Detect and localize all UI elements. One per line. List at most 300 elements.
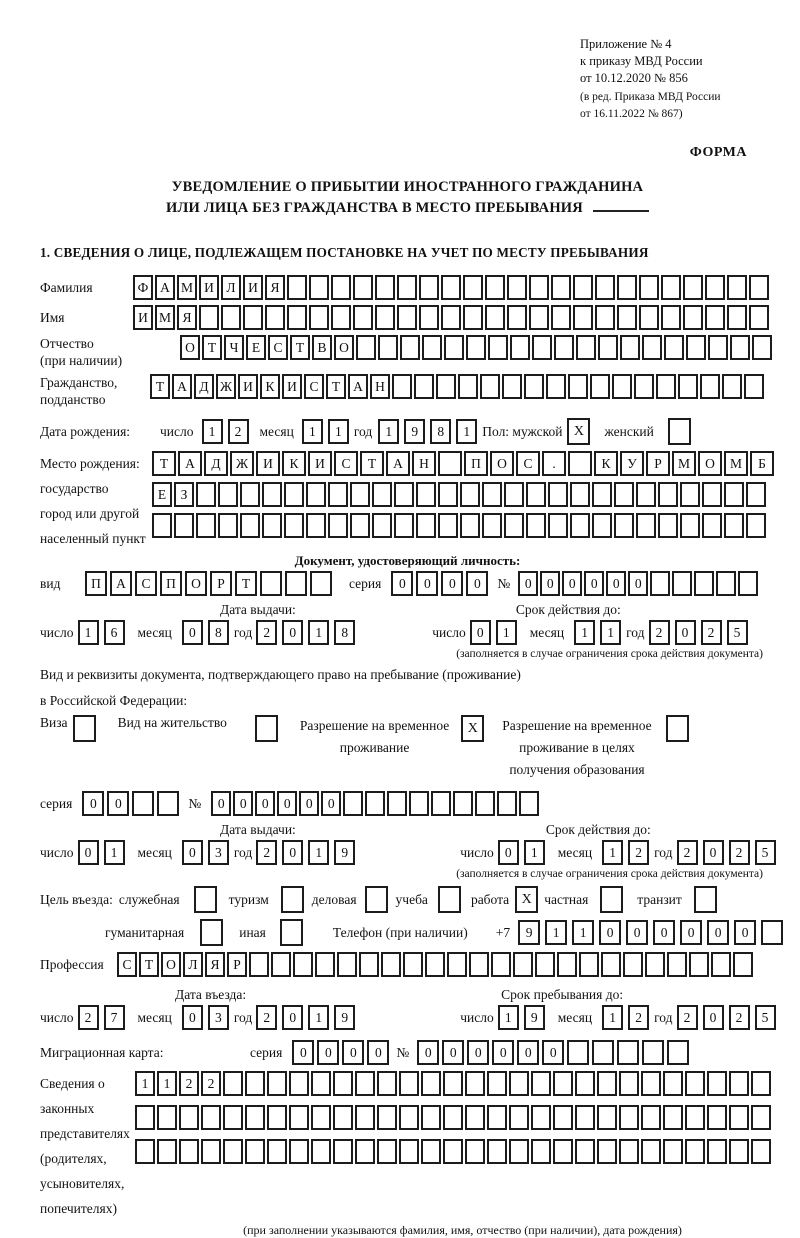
char-cell[interactable]: У	[620, 451, 644, 476]
char-cell[interactable]	[284, 482, 304, 507]
char-cell[interactable]: О	[698, 451, 722, 476]
char-cell[interactable]: Р	[646, 451, 670, 476]
char-cell[interactable]	[221, 305, 241, 330]
char-cell[interactable]: Т	[360, 451, 384, 476]
char-cell[interactable]	[573, 305, 593, 330]
char-cell[interactable]	[531, 1139, 551, 1164]
char-cell[interactable]	[196, 513, 216, 538]
char-cell[interactable]	[548, 482, 568, 507]
char-cell[interactable]	[465, 1105, 485, 1130]
char-cell[interactable]: 0	[441, 571, 463, 596]
char-cell[interactable]	[639, 275, 659, 300]
char-cell[interactable]	[751, 1071, 771, 1096]
char-cell[interactable]	[730, 335, 750, 360]
char-cell[interactable]	[680, 513, 700, 538]
char-cell[interactable]: 2	[256, 1005, 277, 1030]
char-cell[interactable]	[507, 305, 527, 330]
char-cell[interactable]	[289, 1071, 309, 1096]
char-cell[interactable]	[685, 1071, 705, 1096]
char-cell[interactable]: Е	[152, 482, 172, 507]
char-cell[interactable]	[707, 1139, 727, 1164]
char-cell[interactable]: 2	[201, 1071, 221, 1096]
char-cell[interactable]	[645, 952, 665, 977]
char-cell[interactable]	[199, 305, 219, 330]
char-cell[interactable]	[614, 482, 634, 507]
char-cell[interactable]: Т	[290, 335, 310, 360]
char-cell[interactable]	[421, 1071, 441, 1096]
char-cell[interactable]	[350, 482, 370, 507]
char-cell[interactable]	[355, 1105, 375, 1130]
char-cell[interactable]	[702, 482, 722, 507]
char-cell[interactable]	[597, 1071, 617, 1096]
char-cell[interactable]	[749, 275, 769, 300]
char-cell[interactable]	[683, 305, 703, 330]
char-cell[interactable]	[309, 305, 329, 330]
char-cell[interactable]: Н	[370, 374, 390, 399]
char-cell[interactable]	[135, 1105, 155, 1130]
char-cell[interactable]: И	[243, 275, 263, 300]
char-cell[interactable]	[267, 1139, 287, 1164]
char-cell[interactable]: 2	[78, 1005, 99, 1030]
char-cell[interactable]	[619, 1071, 639, 1096]
char-cell[interactable]	[724, 513, 744, 538]
char-cell[interactable]: 1	[302, 419, 323, 444]
char-cell[interactable]	[658, 482, 678, 507]
char-cell[interactable]: 1	[308, 840, 329, 865]
char-cell[interactable]	[619, 1105, 639, 1130]
char-cell[interactable]	[641, 1139, 661, 1164]
char-cell[interactable]	[355, 1071, 375, 1096]
char-cell[interactable]: 7	[104, 1005, 125, 1030]
purpose-humanitarian-checkbox[interactable]	[200, 919, 223, 946]
char-cell[interactable]	[746, 513, 766, 538]
char-cell[interactable]	[375, 275, 395, 300]
char-cell[interactable]: О	[180, 335, 200, 360]
char-cell[interactable]	[431, 791, 451, 816]
char-cell[interactable]: 8	[430, 419, 451, 444]
char-cell[interactable]	[663, 1139, 683, 1164]
char-cell[interactable]	[157, 1105, 177, 1130]
char-cell[interactable]: 0	[417, 1040, 439, 1065]
char-cell[interactable]: А	[110, 571, 132, 596]
char-cell[interactable]	[636, 513, 656, 538]
char-cell[interactable]	[744, 374, 764, 399]
char-cell[interactable]: Ж	[216, 374, 236, 399]
char-cell[interactable]: 1	[157, 1071, 177, 1096]
char-cell[interactable]	[700, 374, 720, 399]
char-cell[interactable]: 0	[182, 840, 203, 865]
char-cell[interactable]	[526, 482, 546, 507]
char-cell[interactable]	[642, 335, 662, 360]
char-cell[interactable]	[752, 335, 772, 360]
char-cell[interactable]: 0	[470, 620, 491, 645]
char-cell[interactable]	[727, 275, 747, 300]
char-cell[interactable]: 0	[321, 791, 341, 816]
char-cell[interactable]	[265, 305, 285, 330]
char-cell[interactable]	[310, 571, 332, 596]
char-cell[interactable]: 2	[628, 840, 649, 865]
char-cell[interactable]	[443, 1139, 463, 1164]
char-cell[interactable]	[425, 952, 445, 977]
char-cell[interactable]	[570, 513, 590, 538]
char-cell[interactable]	[738, 571, 758, 596]
char-cell[interactable]: 5	[755, 1005, 776, 1030]
char-cell[interactable]	[491, 952, 511, 977]
char-cell[interactable]	[260, 571, 282, 596]
char-cell[interactable]	[590, 374, 610, 399]
char-cell[interactable]: 5	[727, 620, 748, 645]
char-cell[interactable]	[497, 791, 517, 816]
char-cell[interactable]: Л	[221, 275, 241, 300]
char-cell[interactable]: С	[516, 451, 540, 476]
char-cell[interactable]	[557, 952, 577, 977]
char-cell[interactable]: Е	[246, 335, 266, 360]
char-cell[interactable]	[529, 275, 549, 300]
char-cell[interactable]	[595, 305, 615, 330]
char-cell[interactable]	[507, 275, 527, 300]
char-cell[interactable]: 0	[299, 791, 319, 816]
char-cell[interactable]	[356, 335, 376, 360]
char-cell[interactable]	[485, 275, 505, 300]
char-cell[interactable]	[333, 1139, 353, 1164]
char-cell[interactable]: 1	[378, 419, 399, 444]
char-cell[interactable]	[672, 571, 692, 596]
char-cell[interactable]	[535, 952, 555, 977]
char-cell[interactable]	[567, 1040, 589, 1065]
char-cell[interactable]	[465, 1071, 485, 1096]
char-cell[interactable]: К	[594, 451, 618, 476]
char-cell[interactable]: 0	[626, 920, 648, 945]
char-cell[interactable]: Р	[227, 952, 247, 977]
char-cell[interactable]	[531, 1105, 551, 1130]
char-cell[interactable]	[441, 305, 461, 330]
char-cell[interactable]	[422, 335, 442, 360]
char-cell[interactable]	[293, 952, 313, 977]
char-cell[interactable]	[475, 791, 495, 816]
char-cell[interactable]	[387, 791, 407, 816]
char-cell[interactable]: К	[260, 374, 280, 399]
char-cell[interactable]	[240, 513, 260, 538]
char-cell[interactable]	[733, 952, 753, 977]
char-cell[interactable]	[663, 1105, 683, 1130]
char-cell[interactable]	[617, 275, 637, 300]
char-cell[interactable]: 2	[256, 840, 277, 865]
char-cell[interactable]: Т	[152, 451, 176, 476]
char-cell[interactable]: .	[542, 451, 566, 476]
char-cell[interactable]: 1	[524, 840, 545, 865]
char-cell[interactable]	[249, 952, 269, 977]
char-cell[interactable]	[201, 1105, 221, 1130]
char-cell[interactable]	[509, 1105, 529, 1130]
char-cell[interactable]	[553, 1071, 573, 1096]
char-cell[interactable]	[502, 374, 522, 399]
char-cell[interactable]: Ж	[230, 451, 254, 476]
char-cell[interactable]: Р	[210, 571, 232, 596]
char-cell[interactable]	[271, 952, 291, 977]
char-cell[interactable]: 2	[628, 1005, 649, 1030]
char-cell[interactable]: О	[334, 335, 354, 360]
char-cell[interactable]	[289, 1139, 309, 1164]
char-cell[interactable]: 5	[755, 840, 776, 865]
char-cell[interactable]: В	[312, 335, 332, 360]
char-cell[interactable]	[377, 1071, 397, 1096]
char-cell[interactable]	[729, 1071, 749, 1096]
char-cell[interactable]	[664, 335, 684, 360]
char-cell[interactable]	[331, 305, 351, 330]
char-cell[interactable]	[381, 952, 401, 977]
char-cell[interactable]	[663, 1071, 683, 1096]
char-cell[interactable]	[447, 952, 467, 977]
char-cell[interactable]: И	[133, 305, 153, 330]
char-cell[interactable]	[509, 1071, 529, 1096]
char-cell[interactable]	[333, 1105, 353, 1130]
char-cell[interactable]	[453, 791, 473, 816]
char-cell[interactable]	[377, 1139, 397, 1164]
residence-permit-checkbox[interactable]	[255, 715, 278, 742]
char-cell[interactable]	[592, 1040, 614, 1065]
char-cell[interactable]	[568, 374, 588, 399]
purpose-tourism-checkbox[interactable]	[281, 886, 304, 913]
char-cell[interactable]: 3	[208, 1005, 229, 1030]
char-cell[interactable]	[711, 952, 731, 977]
char-cell[interactable]	[218, 513, 238, 538]
char-cell[interactable]	[469, 952, 489, 977]
char-cell[interactable]	[751, 1139, 771, 1164]
char-cell[interactable]	[592, 482, 612, 507]
char-cell[interactable]	[337, 952, 357, 977]
char-cell[interactable]	[311, 1105, 331, 1130]
char-cell[interactable]: Т	[139, 952, 159, 977]
purpose-study-checkbox[interactable]	[438, 886, 461, 913]
char-cell[interactable]	[526, 513, 546, 538]
char-cell[interactable]: 8	[334, 620, 355, 645]
char-cell[interactable]: 2	[729, 840, 750, 865]
char-cell[interactable]: 2	[256, 620, 277, 645]
char-cell[interactable]: 0	[606, 571, 626, 596]
char-cell[interactable]: Л	[183, 952, 203, 977]
char-cell[interactable]: 1	[104, 840, 125, 865]
char-cell[interactable]	[243, 305, 263, 330]
char-cell[interactable]: 0	[107, 791, 129, 816]
char-cell[interactable]	[614, 513, 634, 538]
char-cell[interactable]	[551, 305, 571, 330]
purpose-private-checkbox[interactable]	[600, 886, 623, 913]
char-cell[interactable]: 2	[677, 1005, 698, 1030]
char-cell[interactable]	[416, 482, 436, 507]
char-cell[interactable]: С	[268, 335, 288, 360]
char-cell[interactable]	[245, 1105, 265, 1130]
char-cell[interactable]	[441, 275, 461, 300]
char-cell[interactable]: 2	[228, 419, 249, 444]
char-cell[interactable]	[553, 1105, 573, 1130]
char-cell[interactable]: Я	[205, 952, 225, 977]
char-cell[interactable]	[510, 335, 530, 360]
char-cell[interactable]: Я	[265, 275, 285, 300]
char-cell[interactable]: 2	[701, 620, 722, 645]
char-cell[interactable]	[466, 335, 486, 360]
purpose-official-checkbox[interactable]	[194, 886, 217, 913]
char-cell[interactable]: С	[334, 451, 358, 476]
char-cell[interactable]	[262, 482, 282, 507]
char-cell[interactable]: 0	[391, 571, 413, 596]
char-cell[interactable]: 0	[466, 571, 488, 596]
char-cell[interactable]	[218, 482, 238, 507]
char-cell[interactable]	[694, 571, 714, 596]
char-cell[interactable]	[570, 482, 590, 507]
char-cell[interactable]	[576, 335, 596, 360]
char-cell[interactable]	[157, 1139, 177, 1164]
sex-female-checkbox[interactable]	[668, 418, 691, 445]
char-cell[interactable]: Я	[177, 305, 197, 330]
char-cell[interactable]	[579, 952, 599, 977]
char-cell[interactable]	[267, 1071, 287, 1096]
char-cell[interactable]	[524, 374, 544, 399]
char-cell[interactable]	[519, 791, 539, 816]
char-cell[interactable]	[639, 305, 659, 330]
char-cell[interactable]	[444, 335, 464, 360]
char-cell[interactable]	[438, 513, 458, 538]
char-cell[interactable]: 0	[282, 1005, 303, 1030]
char-cell[interactable]: М	[177, 275, 197, 300]
char-cell[interactable]	[306, 513, 326, 538]
char-cell[interactable]: 1	[328, 419, 349, 444]
char-cell[interactable]: 0	[82, 791, 104, 816]
char-cell[interactable]: 1	[308, 620, 329, 645]
char-cell[interactable]	[262, 513, 282, 538]
char-cell[interactable]	[746, 482, 766, 507]
char-cell[interactable]	[436, 374, 456, 399]
char-cell[interactable]: М	[672, 451, 696, 476]
char-cell[interactable]: Д	[194, 374, 214, 399]
char-cell[interactable]: 0	[584, 571, 604, 596]
char-cell[interactable]	[306, 482, 326, 507]
char-cell[interactable]	[311, 1139, 331, 1164]
char-cell[interactable]	[568, 451, 592, 476]
char-cell[interactable]: И	[238, 374, 258, 399]
char-cell[interactable]	[551, 275, 571, 300]
char-cell[interactable]	[488, 335, 508, 360]
char-cell[interactable]: 0	[703, 840, 724, 865]
char-cell[interactable]	[658, 513, 678, 538]
char-cell[interactable]	[641, 1071, 661, 1096]
char-cell[interactable]: И	[308, 451, 332, 476]
char-cell[interactable]	[636, 482, 656, 507]
char-cell[interactable]	[245, 1071, 265, 1096]
char-cell[interactable]	[157, 791, 179, 816]
char-cell[interactable]: 9	[334, 1005, 355, 1030]
char-cell[interactable]: 0	[467, 1040, 489, 1065]
char-cell[interactable]	[656, 374, 676, 399]
char-cell[interactable]: 0	[518, 571, 538, 596]
char-cell[interactable]	[751, 1105, 771, 1130]
char-cell[interactable]	[573, 275, 593, 300]
char-cell[interactable]	[617, 1040, 639, 1065]
char-cell[interactable]	[353, 305, 373, 330]
char-cell[interactable]	[223, 1071, 243, 1096]
sex-male-checkbox[interactable]: X	[567, 418, 590, 445]
purpose-other-checkbox[interactable]	[280, 919, 303, 946]
char-cell[interactable]	[196, 482, 216, 507]
char-cell[interactable]	[438, 451, 462, 476]
char-cell[interactable]	[315, 952, 335, 977]
char-cell[interactable]: 0	[680, 920, 702, 945]
char-cell[interactable]: И	[282, 374, 302, 399]
char-cell[interactable]: 1	[496, 620, 517, 645]
char-cell[interactable]	[729, 1139, 749, 1164]
char-cell[interactable]: 1	[498, 1005, 519, 1030]
char-cell[interactable]: 0	[653, 920, 675, 945]
char-cell[interactable]	[546, 374, 566, 399]
char-cell[interactable]	[716, 571, 736, 596]
char-cell[interactable]: 1	[545, 920, 567, 945]
char-cell[interactable]	[532, 335, 552, 360]
char-cell[interactable]	[372, 482, 392, 507]
char-cell[interactable]: 0	[342, 1040, 364, 1065]
char-cell[interactable]: Н	[412, 451, 436, 476]
char-cell[interactable]	[421, 1105, 441, 1130]
char-cell[interactable]	[375, 305, 395, 330]
char-cell[interactable]	[328, 513, 348, 538]
purpose-transit-checkbox[interactable]	[694, 886, 717, 913]
char-cell[interactable]	[707, 1105, 727, 1130]
char-cell[interactable]	[689, 952, 709, 977]
char-cell[interactable]: 9	[524, 1005, 545, 1030]
char-cell[interactable]	[378, 335, 398, 360]
char-cell[interactable]	[179, 1139, 199, 1164]
char-cell[interactable]	[463, 275, 483, 300]
char-cell[interactable]	[667, 1040, 689, 1065]
char-cell[interactable]: И	[199, 275, 219, 300]
char-cell[interactable]	[761, 920, 783, 945]
char-cell[interactable]	[553, 1139, 573, 1164]
char-cell[interactable]: 0	[277, 791, 297, 816]
char-cell[interactable]: 1	[135, 1071, 155, 1096]
char-cell[interactable]: М	[724, 451, 748, 476]
char-cell[interactable]	[592, 513, 612, 538]
char-cell[interactable]	[724, 482, 744, 507]
char-cell[interactable]	[554, 335, 574, 360]
char-cell[interactable]	[309, 275, 329, 300]
char-cell[interactable]	[419, 275, 439, 300]
char-cell[interactable]: 0	[517, 1040, 539, 1065]
char-cell[interactable]: 0	[707, 920, 729, 945]
char-cell[interactable]	[421, 1139, 441, 1164]
char-cell[interactable]	[597, 1139, 617, 1164]
char-cell[interactable]	[504, 482, 524, 507]
char-cell[interactable]: 2	[677, 840, 698, 865]
char-cell[interactable]	[365, 791, 385, 816]
char-cell[interactable]	[575, 1071, 595, 1096]
char-cell[interactable]	[377, 1105, 397, 1130]
char-cell[interactable]: 0	[211, 791, 231, 816]
char-cell[interactable]	[727, 305, 747, 330]
char-cell[interactable]: 1	[308, 1005, 329, 1030]
char-cell[interactable]: 0	[78, 840, 99, 865]
char-cell[interactable]	[661, 305, 681, 330]
char-cell[interactable]	[685, 1105, 705, 1130]
char-cell[interactable]	[601, 952, 621, 977]
purpose-work-checkbox[interactable]: X	[515, 886, 538, 913]
char-cell[interactable]: 1	[78, 620, 99, 645]
char-cell[interactable]: 1	[456, 419, 477, 444]
char-cell[interactable]	[598, 335, 618, 360]
char-cell[interactable]: А	[178, 451, 202, 476]
char-cell[interactable]	[399, 1105, 419, 1130]
char-cell[interactable]	[223, 1139, 243, 1164]
char-cell[interactable]	[480, 374, 500, 399]
char-cell[interactable]: 6	[104, 620, 125, 645]
char-cell[interactable]	[513, 952, 533, 977]
